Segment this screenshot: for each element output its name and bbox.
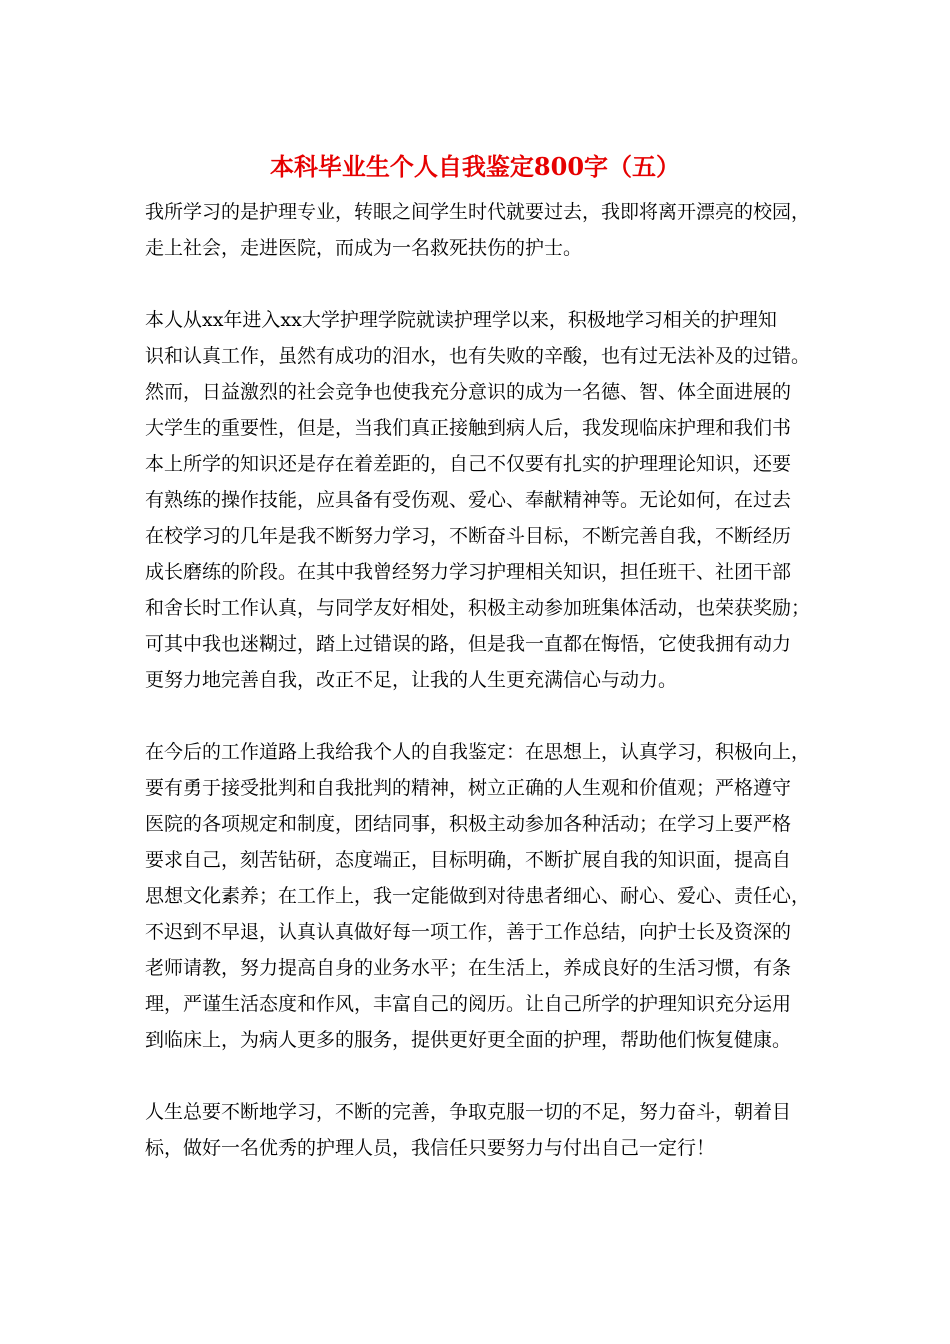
text-line: 标，做好一名优秀的护理人员，我信任只要努力与付出自己一定行！	[145, 1137, 716, 1159]
text-line: 不迟到不早退，认真认真做好每一项工作，善于工作总结，向护士长及资深的	[145, 921, 792, 943]
text-line: 本人从xx年进入xx大学护理学院就读护理学以来，积极地学习相关的护理知	[145, 309, 777, 331]
text-line: 可其中我也迷糊过，踏上过错误的路，但是我一直都在悔悟，它使我拥有动力	[145, 633, 792, 655]
document-title: 本科毕业生个人自我鉴定800字（五）	[269, 152, 681, 181]
text-line: 理，严谨生活态度和作风，丰富自己的阅历。让自己所学的护理知识充分运用	[145, 993, 792, 1015]
text-line: 更努力地完善自我，改正不足，让我的人生更充满信心与动力。	[145, 669, 678, 691]
text-line: 在校学习的几年是我不断努力学习，不断奋斗目标，不断完善自我，不断经历	[145, 525, 792, 547]
text-line: 成长磨练的阶段。在其中我曾经努力学习护理相关知识，担任班干、社团干部	[145, 561, 792, 583]
text-line: 识和认真工作，虽然有成功的泪水，也有失败的辛酸，也有过无法补及的过错。	[145, 345, 811, 367]
text-line: 要有勇于接受批判和自我批判的精神，树立正确的人生观和价值观；严格遵守	[145, 777, 792, 799]
text-line: 然而，日益激烈的社会竞争也使我充分意识的成为一名德、智、体全面进展的	[145, 381, 792, 403]
text-line: 医院的各项规定和制度，团结同事，积极主动参加各种活动；在学习上要严格	[145, 813, 792, 835]
text-line: 走上社会，走进医院，而成为一名救死扶伤的护士。	[145, 237, 583, 259]
text-line: 老师请教，努力提高自身的业务水平；在生活上，养成良好的生活习惯，有条	[145, 957, 792, 979]
text-line: 思想文化素养；在工作上，我一定能做到对待患者细心、耐心、爱心、责任心，	[145, 885, 811, 907]
text-line: 我所学习的是护理专业，转眼之间学生时代就要过去，我即将离开漂亮的校园，	[145, 201, 811, 223]
text-line: 在今后的工作道路上我给我个人的自我鉴定：在思想上，认真学习，积极向上，	[145, 741, 811, 763]
text-line: 大学生的重要性，但是，当我们真正接触到病人后，我发现临床护理和我们书	[145, 417, 792, 439]
text-line: 本上所学的知识还是存在着差距的，自己不仅要有扎实的护理理论知识，还要	[145, 453, 792, 475]
text-line: 有熟练的操作技能，应具备有受伤观、爱心、奉献精神等。无论如何，在过去	[145, 489, 792, 511]
text-line: 人生总要不断地学习，不断的完善，争取克服一切的不足，努力奋斗，朝着目	[145, 1101, 792, 1123]
text-line: 到临床上，为病人更多的服务，提供更好更全面的护理，帮助他们恢复健康。	[145, 1029, 792, 1051]
text-line: 和舍长时工作认真，与同学友好相处，积极主动参加班集体活动，也荣获奖励；	[145, 597, 811, 619]
text-line: 要求自己，刻苦钻研，态度端正，目标明确，不断扩展自我的知识面，提高自	[145, 849, 792, 871]
